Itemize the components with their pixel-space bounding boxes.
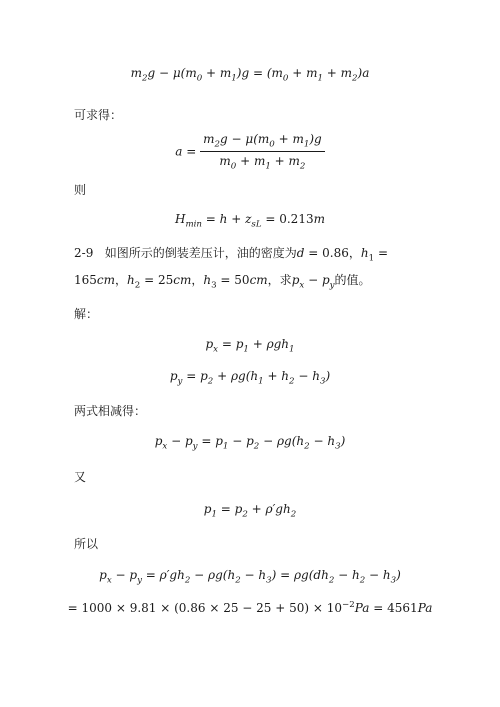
equation-acceleration: a = $\frac{m_2g - \mu(m_0 + m_1)g}{m_0 + m_1 + m_2}$ [0, 132, 500, 172]
d-value: 0.86 [322, 246, 349, 260]
label-can-get: 可求得： [74, 108, 123, 122]
result-exponent: −2 [342, 600, 355, 610]
equation-motion: $m_2g - \mu(m_0 + m_1)g = (m_0 + m_1 + m_2)a$ [130, 66, 370, 84]
equation-hmin: $H_{min} = h + z_{sL} = 0.213m$ [175, 212, 325, 230]
label-then: 则 [74, 183, 87, 197]
equation-final-symbolic: $p_x - p_y = \rho'gh_2 - \rho g(h_2 - h_3) = \rho g(dh_2 - h_2 - h_3)$ [99, 568, 401, 586]
h3-value: 50 [234, 273, 250, 288]
result-value: 4561 [387, 601, 418, 615]
problem-text-2: ，求 [267, 273, 292, 288]
problem-text-1: 如图所示的倒装差压计，油的密度为 [104, 246, 297, 260]
equation-px: $p_x = p_1 + \rho gh_1$ [205, 337, 295, 355]
h1-value: 165 [74, 273, 97, 288]
h2-value: 25 [157, 273, 174, 288]
equation-py: $p_y = p_2 + \rho g(h_1 + h_2 - h_3)$ [169, 369, 331, 387]
equation-final-numeric: = $1000 \times 9.81 \times (0.86 \times 25 - 25 + 50) \times 10^{-2}Pa = 4561Pa$ [67, 600, 433, 615]
hmin-value: 0.213 [279, 212, 314, 226]
problem-text-3: 的值。 [334, 273, 371, 288]
problem-number: 2-9 [74, 246, 94, 260]
label-also: 又 [74, 470, 87, 484]
label-therefore: 所以 [74, 537, 99, 551]
label-subtract: 两式相减得： [74, 404, 147, 418]
equation-difference: $p_x - p_y = p_1 - p_2 - \rho g(h_2 - h_3)$ [154, 434, 346, 452]
equation-p1: $p_1 = p_2 + \rho'gh_2$ [203, 502, 297, 520]
problem-2-9: 2-9 如图所示的倒装差压计，油的密度为d = 0.86，$h_1 = 165cm$，$h_2 = 25cm$，$h_3 = 50cm$，求$p_x - p_y$的值。 [74, 246, 389, 291]
fraction-acceleration: $\frac{m_2g - \mu(m_0 + m_1)g}{m_0 + m_1 + m_2}$ [200, 132, 325, 172]
label-solution: 解： [74, 307, 99, 321]
result-line: 1000 × 9.81 × (0.86 × 25 − 25 + 50) × 10 [81, 601, 343, 615]
